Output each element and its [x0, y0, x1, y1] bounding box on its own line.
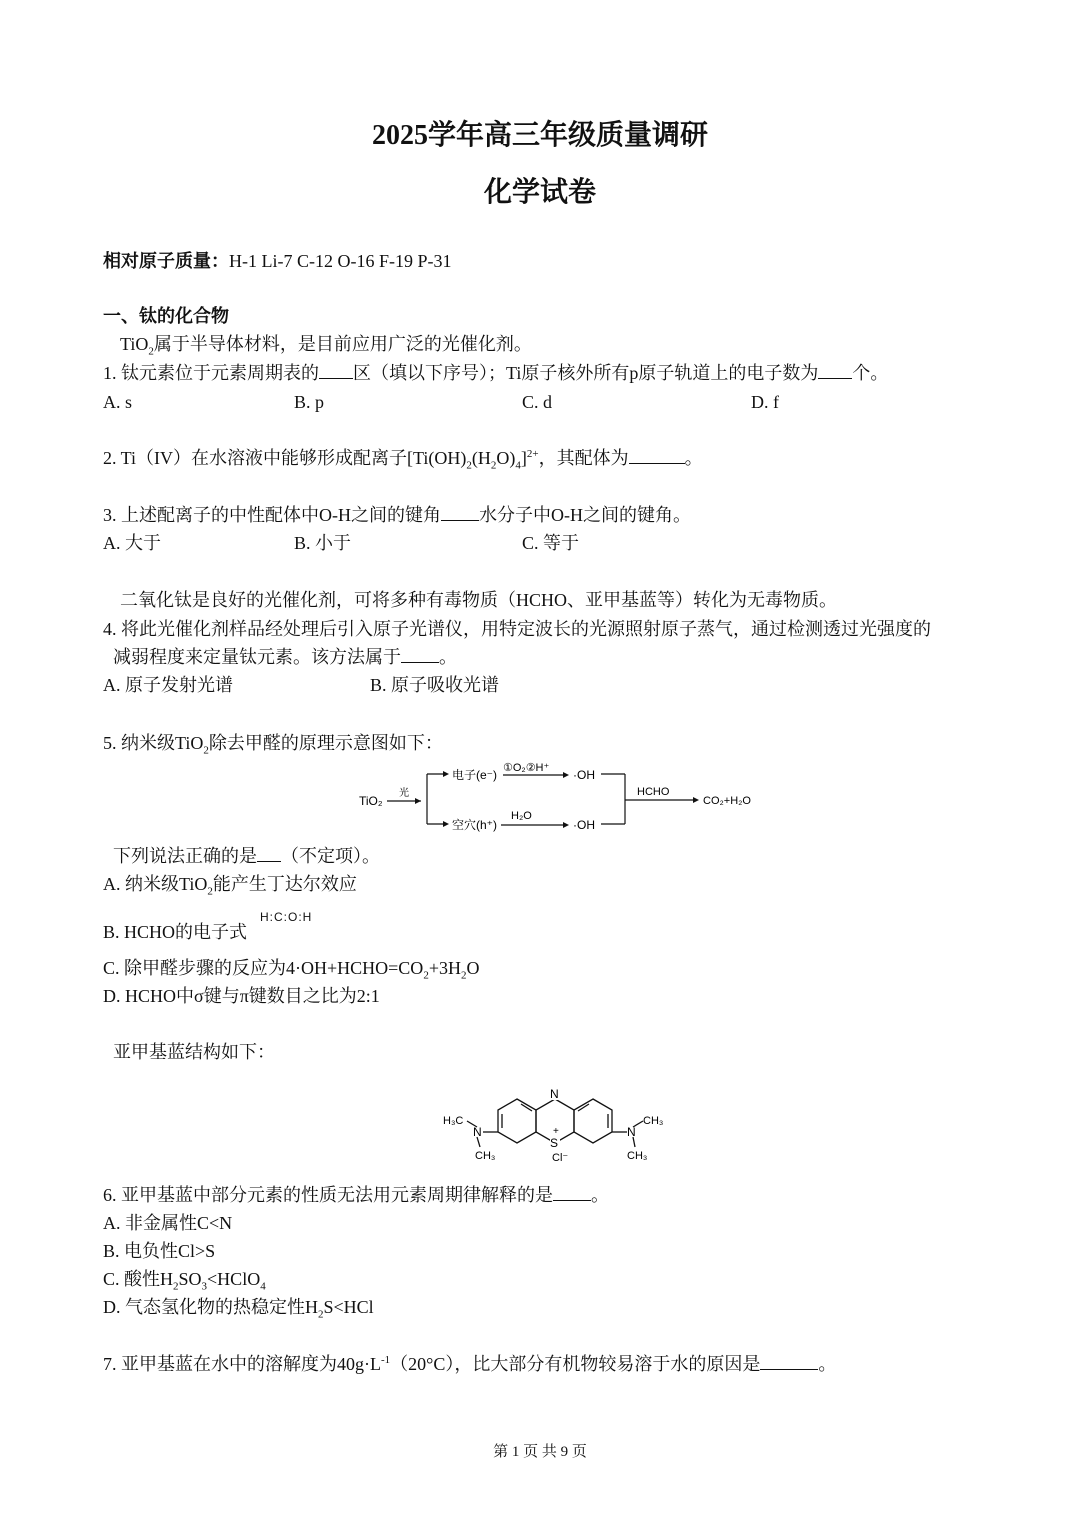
q1-text-b: 区（填以下序号）；Ti原子核外所有p原子轨道上的电子数为: [353, 363, 819, 383]
q5-option-a[interactable]: A. 纳米级TiO$_2$能产生丁达尔效应: [103, 874, 357, 898]
ring-right: [574, 1099, 612, 1143]
q5-opt-b-text: B. HCHO的电子式: [103, 922, 248, 942]
q7-text-c: 。: [818, 1354, 837, 1374]
q2-text-a: 2. Ti（IV）在水溶液中能够形成配离子[Ti(OH): [103, 448, 467, 468]
question-3: [103, 504, 691, 526]
q6-option-c[interactable]: C. 酸性$H_2SO_3<HClO_4$: [103, 1269, 266, 1293]
q3-text-a: 3. 上述配离子的中性配体中O-H之间的键角: [103, 505, 441, 525]
diagram-step1: ①O₂②H⁺: [503, 762, 550, 774]
q2-blank[interactable]: [629, 447, 685, 464]
q5-option-d[interactable]: D. HCHO中σ键与π键数目之比为2:1: [103, 986, 380, 1006]
diagram-arrowhead-bottom: [443, 821, 449, 827]
q5-blank[interactable]: [257, 845, 281, 862]
structure-s: S: [550, 1136, 559, 1150]
q3-text-b: 水分子中O-H之间的键角。: [479, 505, 691, 525]
structure-ch3-left: CH₃: [475, 1150, 496, 1162]
q2-text-b: ，其配体为: [538, 448, 629, 468]
intro-text-b: 属于半导体材料，是目前应用广泛的光催化剂。: [153, 334, 532, 354]
atomic-mass-values: H-1 Li-7 C-12 O-16 F-19 P-31: [229, 251, 452, 271]
structure-ch3-right-top: CH₃: [643, 1115, 664, 1127]
q6-text-b: 。: [591, 1185, 609, 1205]
diagram-hcho: HCHO: [637, 786, 670, 798]
diagram-oh-top: ·OH: [573, 768, 595, 782]
q4-option-b[interactable]: B. 原子吸收光谱: [370, 675, 500, 695]
q6-option-a[interactable]: A. 非金属性C<N: [103, 1213, 233, 1233]
question-7: [103, 1353, 836, 1375]
structure-n-right: N: [627, 1125, 636, 1139]
q5-text-b: 除去甲醛的原理示意图如下：: [208, 733, 443, 753]
q1-blank-1[interactable]: [319, 362, 353, 379]
question-2: [103, 447, 703, 472]
q5-stem: [113, 845, 380, 867]
q1-option-a[interactable]: A. s: [103, 392, 133, 412]
atomic-mass-label: 相对原子质量：: [103, 251, 229, 271]
q5-opt-c-text-b: +3H: [428, 958, 461, 978]
q6-opt-c-text-b: SO: [178, 1269, 202, 1289]
q6-blank[interactable]: [553, 1184, 591, 1201]
q2-sup: 2+: [526, 448, 539, 460]
q5-text-a: 5. 纳米级TiO: [103, 733, 204, 753]
q5-option-c[interactable]: C. 除甲醛步骤的反应为$4\cdot OH+HCHO=CO_2+3H_2O$: [103, 958, 480, 982]
q3-option-a[interactable]: A. 大于: [103, 533, 161, 553]
q1-option-c[interactable]: C. d: [522, 392, 553, 412]
q7-sup: -1: [381, 1354, 391, 1366]
diagram-arrowhead-hcho: [693, 797, 699, 803]
q6-text-a: 6. 亚甲基蓝中部分元素的性质无法用元素周期律解释的是: [103, 1185, 553, 1205]
structure-cl: Cl⁻: [552, 1152, 569, 1164]
q6-opt-c-text-a: C. 酸性H: [103, 1269, 174, 1289]
q6-option-b[interactable]: B. 电负性Cl>S: [103, 1241, 216, 1261]
q4-blank[interactable]: [401, 646, 439, 663]
q5-opt-a-text-a: A. 纳米级TiO: [103, 874, 208, 894]
exam-subtitle: 化学试卷: [483, 177, 596, 208]
structure-ch3-right-bottom: CH₃: [627, 1150, 648, 1162]
q2-sub-2: 2: [466, 459, 472, 472]
q4-line-2: [113, 646, 457, 668]
q1-blank-2[interactable]: [818, 362, 852, 379]
q1-text-a: 1. 钛元素位于元素周期表的: [103, 363, 319, 383]
q4-text-b: 。: [439, 647, 457, 667]
q1-option-b[interactable]: B. p: [294, 392, 325, 412]
question-6: [103, 1184, 609, 1206]
q1-text-c: 个。: [852, 363, 889, 383]
diagram-arrowhead-light: [415, 798, 421, 804]
q6-opt-d-text-a: D. 气态氢化物的热稳定性H: [103, 1297, 318, 1317]
q4-text-a: 减弱程度来定量钛元素。该方法属于: [113, 647, 401, 667]
paragraph-2: 二氧化钛是良好的光催化剂，可将多种有毒物质（HCHO、亚甲基蓝等）转化为无毒物质。: [120, 590, 837, 610]
ring-left: [498, 1099, 536, 1143]
q2-sub-4: 4: [515, 459, 521, 472]
q2-mid2: O): [496, 448, 516, 468]
mechanism-diagram: [355, 760, 765, 840]
q3-blank[interactable]: [441, 504, 479, 521]
q2-mid3: ]: [520, 448, 527, 468]
question-5: 5. 纳米级TiO$_2$除去甲醛的原理示意图如下：: [103, 733, 443, 757]
diagram-hole: 空穴(h⁺): [452, 818, 498, 832]
structure-h3c: H₃C: [443, 1115, 464, 1127]
structure-n-left: N: [473, 1125, 482, 1139]
q5-opt-a-text-b: 能产生丁达尔效应: [212, 874, 357, 894]
exam-title: 2025学年高三年级质量调研: [371, 120, 708, 151]
diagram-h2o: H₂O: [511, 810, 532, 822]
q7-blank[interactable]: [760, 1353, 818, 1370]
q7-text-a: 7. 亚甲基蓝在水中的溶解度为40g·L: [103, 1354, 381, 1374]
section-heading: 一、钛的化合物: [103, 306, 229, 326]
diagram-product: CO₂+H₂O: [703, 795, 751, 807]
page-footer: 第 1 页 共 9 页: [493, 1444, 587, 1460]
methylene-blue-intro: 亚甲基蓝结构如下：: [113, 1042, 275, 1062]
structure-n-top: N: [550, 1087, 559, 1101]
section-intro: TiO$_2$属于半导体材料，是目前应用广泛的光催化剂。: [120, 334, 532, 358]
diagram-arrowhead-h2o: [563, 822, 569, 828]
q5-option-b[interactable]: [103, 921, 247, 943]
q5-opt-c-text-a: C. 除甲醛步骤的反应为4·OH+HCHO=CO: [103, 958, 424, 978]
atomic-mass-line: [103, 250, 452, 272]
q5-stem-b: （不定项）。: [281, 846, 380, 866]
diagram-arrowhead-top: [443, 771, 449, 777]
q2-text-c: 。: [684, 448, 703, 468]
diagram-electron: 电子(e⁻): [452, 768, 498, 782]
q6-option-d[interactable]: D. 气态氢化物的热稳定性$H_2S<HCl$: [103, 1297, 374, 1321]
diagram-tio2: TiO₂: [359, 794, 383, 808]
question-1: [103, 362, 888, 384]
q4-option-a[interactable]: A. 原子发射光谱: [103, 675, 233, 695]
q6-opt-d-text-b: S<HCl: [323, 1297, 374, 1317]
q5-stem-a: 下列说法正确的是: [113, 846, 257, 866]
q5-opt-c-text-c: O: [466, 958, 480, 978]
methylene-blue-structure: [435, 1075, 675, 1167]
q2-mid: (H: [471, 448, 491, 468]
q3-option-b[interactable]: B. 小于: [294, 533, 352, 553]
q1-option-d[interactable]: D. f: [751, 392, 779, 412]
diagram-oh-bottom: ·OH: [573, 818, 595, 832]
diagram-arrowhead-step1: [563, 772, 569, 778]
q2-sub-h2: 2: [490, 459, 497, 472]
q6-opt-c-text-c: <HClO: [207, 1269, 261, 1289]
hcho-electron-formula: H:C:O:H: [260, 910, 313, 924]
structure-plus: +: [553, 1126, 559, 1137]
intro-text-a: TiO: [120, 334, 149, 354]
q3-option-c[interactable]: C. 等于: [522, 533, 580, 553]
q4-line-1: 4. 将此光催化剂样品经处理后引入原子光谱仪，用特定波长的光源照射原子蒸气，通过检测透过光强度的: [103, 619, 931, 639]
q7-text-b: （20°C），比大部分有机物较易溶于水的原因是: [390, 1354, 761, 1374]
diagram-light: 光: [399, 788, 409, 799]
